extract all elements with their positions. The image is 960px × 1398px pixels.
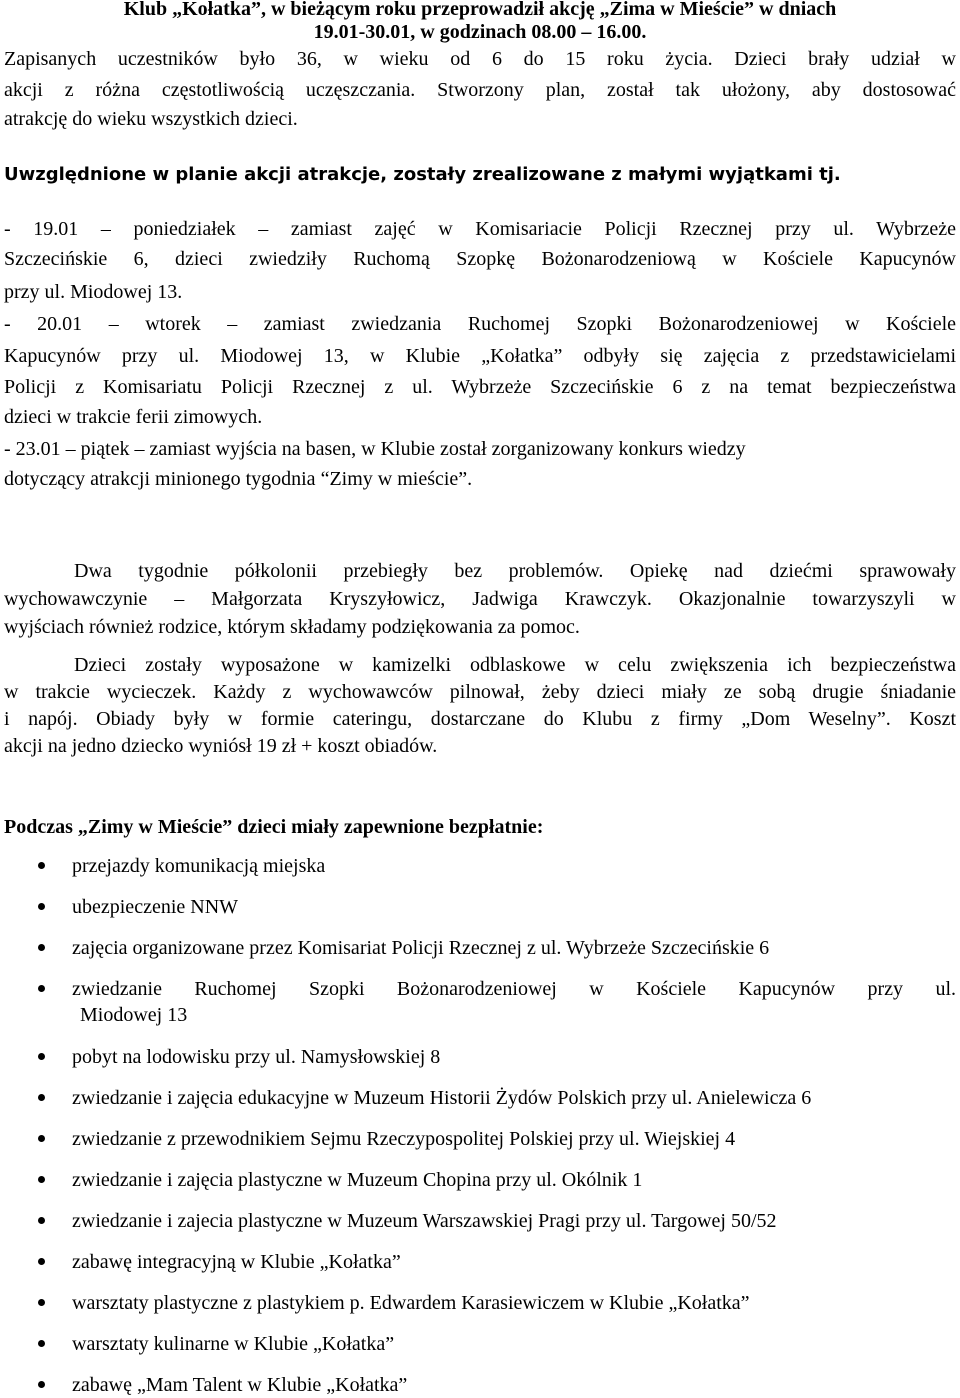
list-item: warsztaty plastyczne z plastykiem p. Edwardem Karasiewiczem w Klubie „Kołatka”: [72, 1292, 750, 1314]
para2-line-1: Dzieci zostały wyposażone w kamizelki odblaskowe w celu zwiększenia ich bezpieczeństwa: [74, 654, 956, 676]
bullet-icon: [38, 1340, 45, 1347]
bullet-icon: [38, 862, 45, 869]
bullet-icon: [38, 1094, 45, 1101]
bullet-icon: [38, 1258, 45, 1265]
list-item: zwiedzanie i zajęcia edukacyjne w Muzeum Historii Żydów Polskich przy ul. Anielewicza 6: [72, 1087, 812, 1109]
exception-line-9: dotyczący atrakcji minionego tygodnia “Zimy w mieście”.: [4, 468, 473, 490]
intro-line-3: atrakcję do wieku wszystkich dzieci.: [4, 108, 298, 130]
list-item: zwiedzanie z przewodnikiem Sejmu Rzeczypospolitej Polskiej przy ul. Wiejskiej 4: [72, 1128, 736, 1150]
bullet-icon: [38, 1381, 45, 1388]
bullet-icon: [38, 944, 45, 951]
list-item: ubezpieczenie NNW: [72, 896, 239, 918]
intro-line-2: akcji z różna częstotliwością uczęszczania. Stworzony plan, został tak ułożony, aby dostosować: [4, 79, 956, 101]
para2-line-3: i napój. Obiady były w formie cateringu, dostarczane do Klubu z firmy „Dom Weselny”. Koszt: [4, 708, 956, 730]
exceptions-heading: Uwzględnione w planie akcji atrakcje, zostały zrealizowane z małymi wyjątkami tj.: [4, 164, 841, 185]
header-line-1: Klub „Kołatka”, w bieżącym roku przeprowadził akcję „Zima w Mieście” w dniach: [123, 0, 837, 20]
exception-line-3: przy ul. Miodowej 13.: [4, 281, 183, 303]
bullet-icon: [38, 1135, 45, 1142]
para2-line-2: w trakcie wycieczek. Każdy z wychowawców pilnował, żeby dzieci miały ze sobą drugie śniadanie: [4, 681, 956, 703]
list-item: zabawę „Mam Talent w Klubie „Kołatka”: [72, 1374, 408, 1396]
list-item: zwiedzanie i zajecia plastyczne w Muzeum Warszawskiej Pragi przy ul. Targowej 50/52: [72, 1210, 777, 1232]
exception-line-4: - 20.01 – wtorek – zamiast zwiedzania Ruchomej Szopki Bożonarodzeniowej w Kościele: [4, 313, 956, 335]
bullet-icon: [38, 1217, 45, 1224]
list-item: zwiedzanie Ruchomej Szopki Bożonarodzeniowej w Kościele Kapucynów przy ul.: [72, 978, 956, 1000]
list-item: przejazdy komunikacją miejska: [72, 855, 326, 877]
para1-line-1: Dwa tygodnie półkolonii przebiegły bez problemów. Opiekę nad dziećmi sprawowały: [74, 560, 956, 582]
list-item-continuation: Miodowej 13: [80, 1004, 188, 1026]
bullet-icon: [38, 903, 45, 910]
exception-line-1: - 19.01 – poniedziałek – zamiast zajęć w Komisariacie Policji Rzecznej przy ul. Wybrzeże: [4, 218, 956, 240]
list-item: zajęcia organizowane przez Komisariat Policji Rzecznej z ul. Wybrzeże Szczecińskie 6: [72, 937, 770, 959]
intro-line-1: Zapisanych uczestników było 36, w wieku od 6 do 15 roku życia. Dzieci brały udział w: [4, 48, 956, 70]
exception-line-7: dzieci w trakcie ferii zimowych.: [4, 406, 263, 428]
para2-line-4: akcji na jedno dziecko wyniósł 19 zł + koszt obiadów.: [4, 735, 438, 757]
header-line-2: 19.01-30.01, w godzinach 08.00 – 16.00.: [313, 21, 647, 43]
para1-line-3: wyjściach również rodzice, którym składamy podziękowania za pomoc.: [4, 616, 580, 638]
list-item: zabawę integracyjną w Klubie „Kołatka”: [72, 1251, 401, 1273]
bullet-icon: [38, 1053, 45, 1060]
exception-line-8: - 23.01 – piątek – zamiast wyjścia na basen, w Klubie został zorganizowany konkurs wiedzy: [4, 438, 746, 460]
list-item: zwiedzanie i zajęcia plastyczne w Muzeum Chopina przy ul. Okólnik 1: [72, 1169, 643, 1191]
bullet-icon: [38, 1299, 45, 1306]
exception-line-5: Kapucynów przy ul. Miodowej 13, w Klubie „Kołatka” odbyły się zajęcia z przedstawicielami: [4, 345, 956, 367]
exception-line-6: Policji z Komisariatu Policji Rzecznej z ul. Wybrzeże Szczecińskie 6 z na temat bezpieczeństwa: [4, 376, 956, 398]
para1-line-2: wychowawczynie – Małgorzata Kryszyłowicz, Jadwiga Krawczyk. Okazjonalnie towarzyszyli w: [4, 588, 956, 610]
exception-line-2: Szczecińskie 6, dzieci zwiedziły Ruchomą Szopkę Bożonarodzeniową w Kościele Kapucynów: [4, 248, 956, 270]
list-item: warsztaty kulinarne w Klubie „Kołatka”: [72, 1333, 395, 1355]
bullet-icon: [38, 1176, 45, 1183]
bullet-icon: [38, 985, 45, 992]
list-item: pobyt na lodowisku przy ul. Namysłowskiej 8: [72, 1046, 441, 1068]
free-heading: Podczas „Zimy w Mieście” dzieci miały zapewnione bezpłatnie:: [4, 816, 544, 838]
